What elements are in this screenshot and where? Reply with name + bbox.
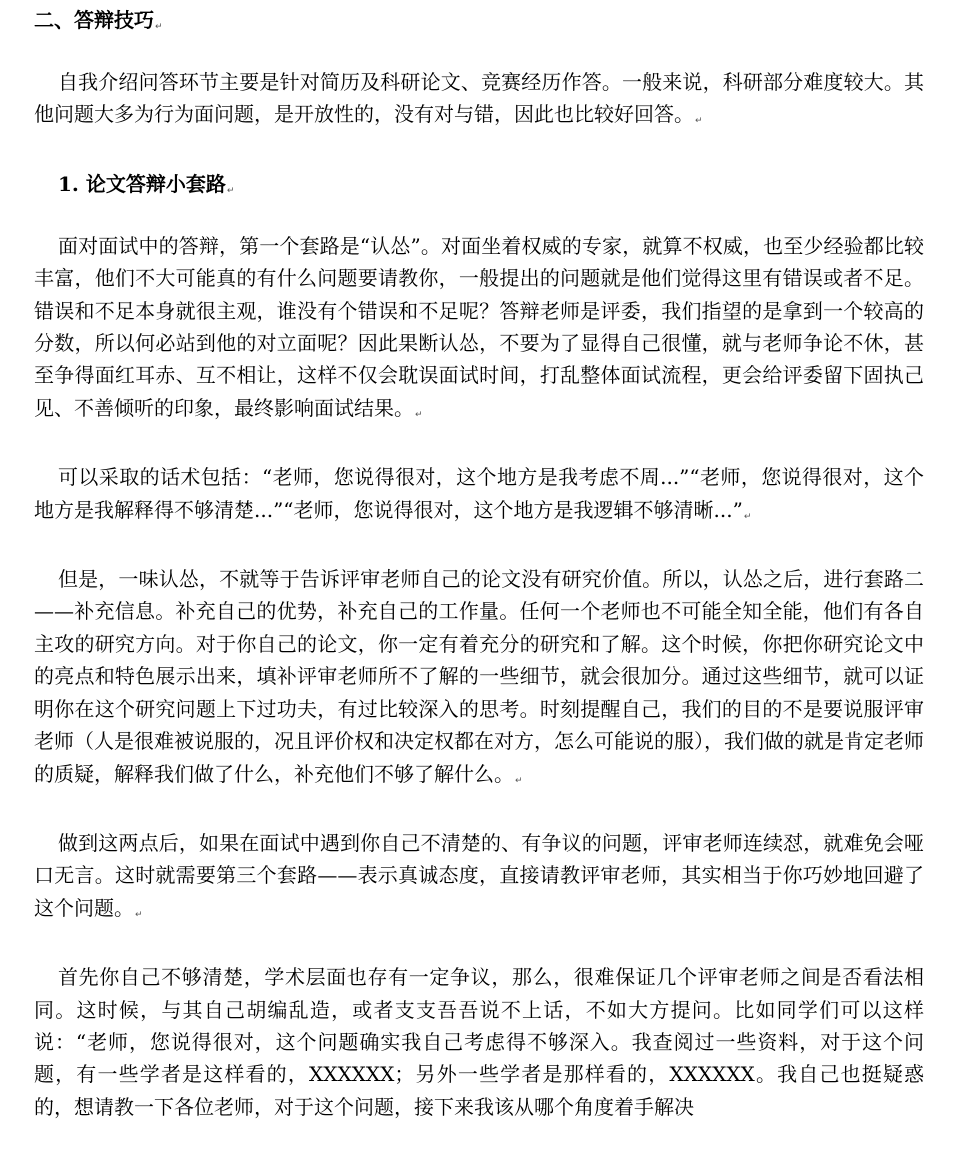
- paragraph-mark-icon: ↵: [135, 909, 143, 920]
- paragraph-mark-icon: ↵: [226, 185, 235, 196]
- paragraph-mark-icon: ↵: [695, 116, 703, 127]
- paragraph-supplement: [34, 563, 924, 797]
- paragraph-supplement-text: 但是，一味认怂，不就等于告诉评审老师自己的论文没有研究价值。所以，认怂之后，进行套路二——补充信息。补充自己的优势，补充自己的工作量。任何一个老师也不可能全知全能，他们有各自主攻的研究方向。对于你自己的论文，你一定有着充分的研究和了解。这个时候，你把你研究论文中的亮点和特色展示出来，填补评审老师所不了解的一些细节，就会很加分。通过这些细节，就可以证明你在这个研究问题上下过功夫，有过比较深入的思考。时刻提醒自己，我们的目的不是要说服评审老师（人是很难被说服的，况且评价权和决定权都在对方，怎么可能说的服），我们做的就是肯定老师的质疑，解释我们做了什么，补充他们不够了解什么。: [34, 567, 924, 786]
- paragraph-admit-text: 面对面试中的答辩，第一个套路是“认怂”。对面坐着权威的专家，就算不权威，也至少经验都比较丰富，他们不大可能真的有什么问题要请教你，一般提出的问题就是他们觉得这里有错误或者不足。错误和不足本身就很主观，谁没有个错误和不足呢？答辩老师是评委，我们指望的是拿到一个较高的分数，所以何必站到他的对立面呢？因此果断认怂，不要为了显得自己很懂，就与老师争论不休，甚至争得面红耳赤、互不相让，这样不仅会耽误面试时间，打乱整体面试流程，更会给评委留下固执己见、不善倾听的印象，最终影响面试结果。: [34, 233, 924, 420]
- paragraph-phrases: [34, 461, 924, 533]
- paragraph-third-trick-text: 做到这两点后，如果在面试中遇到你自己不清楚的、有争议的问题，评审老师连续怼，就难免会哑口无言。这时就需要第三个套路——表示真诚态度，直接请教评审老师，其实相当于你巧妙地回避了这个问题。: [34, 830, 924, 920]
- subsection-heading: [34, 168, 924, 200]
- paragraph-admit: [34, 230, 924, 431]
- subsection-heading-text: 1. 论文答辩小套路: [58, 171, 226, 196]
- paragraph-mark-icon: ↵: [743, 511, 752, 522]
- paragraph-mark-icon: ↵: [415, 409, 423, 420]
- section-heading: [34, 4, 924, 36]
- paragraph-intro-text: 自我介绍问答环节主要是针对简历及科研论文、竞赛经历作答。一般来说，科研部分难度较大。其他问题大多为行为面问题，是开放性的，没有对与错，因此也比较好回答。: [34, 70, 924, 127]
- paragraph-phrases-text: 可以采取的话术包括：“老师，您说得很对，这个地方是我考虑不周...”“老师，您说得很对，这个地方是我解释得不够清楚...”“老师，您说得很对，这个地方是我逻辑不够清晰...”: [34, 465, 924, 522]
- paragraph-third-trick: [34, 827, 924, 931]
- paragraph-intro: [34, 66, 924, 138]
- paragraph-ask: [34, 961, 924, 1123]
- paragraph-ask-text: 首先你自己不够清楚，学术层面也存有一定争议，那么，很难保证几个评审老师之间是否看法相同。这时候，与其自己胡编乱造，或者支支吾吾说不上话，不如大方提问。比如同学们可以这样说：“老师，您说得很对，这个问题确实我自己考虑得不够深入。我查阅过一些资料，对于这个问题，有一些学者是这样看的，XXXXXX；另外一些学者是那样看的，XXXXXX。我自己也挺疑惑的，想请教一下各位老师，对于这个问题，接下来我该从哪个角度着手解决: [34, 965, 924, 1119]
- section-heading-text: 二、答辩技巧: [34, 8, 154, 32]
- paragraph-mark-icon: ↵: [155, 22, 163, 32]
- document-page: [34, 4, 924, 1123]
- paragraph-mark-icon: ↵: [515, 775, 523, 786]
